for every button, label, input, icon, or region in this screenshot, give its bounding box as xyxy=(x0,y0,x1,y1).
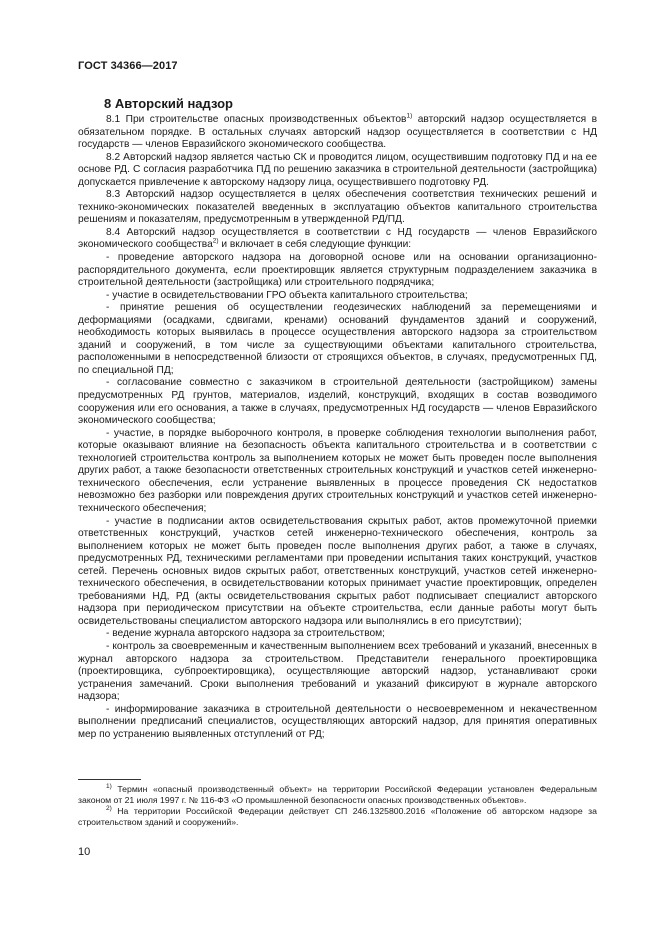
body-text xyxy=(78,114,597,741)
list-item: - проведение авторского надзора на договорной основе или на основании организационно-распорядительного документа, если проектировщик является структурным подразделением заказчика в строительной деятельности (застройщика) или строительного подрядчика; xyxy=(78,252,597,289)
list-item: - участие, в порядке выборочного контроля, в проверке соблюдения технологии выполнения работ, которые оказывают влияние на безопасность объекта капитального строительства и в соответствии с технологией строительства контроль за выполнением которых не может быть проведен после выполнения других работ, а также безопасности ответственных строительных конструкций и участков сетей инженерно-технического обеспечения, если устранение выявленных в процессе проведения СК недостатков невозможно без разборки или повреждения других строительных конструкций и участков сетей инженерно-технического обеспечения; xyxy=(78,427,597,514)
footnote: $^{1)}$ Термин «опасный производственный объект» на территории Российской Федерации установлен Федеральным законом от 21 июля 1997 г. № 116-ФЗ «О промышленной безопасности опасных производственных объектов». xyxy=(78,783,597,805)
paragraph: 8.3 Авторский надзор осуществляется в целях обеспечения соответствия технических решений и технико-экономических показателей введенных в эксплуатацию объектов капитального строительства решениям и показателям, предусмотренным в утвержденной РД/ПД. xyxy=(78,189,597,226)
section-title: 8 Авторский надзор xyxy=(104,96,233,111)
paragraph: 8.4 Авторский надзор осуществляется в соответствии с НД государств — членов Евразийского экономического сообщества$^{2)}$ и включает в себя следующие функции: xyxy=(78,226,597,251)
list-item: - ведение журнала авторского надзора за строительством; xyxy=(106,628,386,640)
paragraph: 8.2 Авторский надзор является частью СК и проводится лицом, осуществившим подготовку ПД и на ее основе РД. С согласия разработчика ПД по решению заказчика в строительной деятельности (застройщика) допускается привлечение к авторскому надзору лица, осуществившего подготовку РД. xyxy=(78,151,597,188)
list-item: - согласование совместно с заказчиком в строительной деятельности (застройщиком) замены предусмотренных РД грунтов, материалов, изделий, конструкций, входящих в состав возводимого сооружения или его основания, а также в случаях, предусмотренных НД государств — членов Евразийского экономического сообщества; xyxy=(78,377,597,427)
list-item: - участие в подписании актов освидетельствования скрытых работ, актов промежуточной приемки ответственных конструкций, участков сетей инженерно-технического обеспечения, контроль за выполнением которых не может быть проведен после выполнения других работ, а также в случаях, предусмотренных РД, техническими регламентами при проведении испытания таких конструкций, участков сетей. Перечень основных видов скрытых работ, ответственных конструкций, участков сетей инженерно-технического обеспечения, в освидетельствовании которых принимает участие проектировщик, определен требованиями НД, РД (акты освидетельствования скрытых работ подписывает специалист авторского надзора при периодическом присутствии на объекте строительства, если данные работы могут быть освидетельствованы специалистом авторского надзора или выполнялись в его присутствии); xyxy=(78,515,597,627)
list-item: - участие в освидетельствовании ГРО объекта капитального строительства; xyxy=(106,289,468,301)
footnote-ref: 1) xyxy=(406,112,413,120)
footnote: $^{2)}$ На территории Российской Федерации действует СП 246.1325800.2016 «Положение об авторском надзоре за строительством зданий и сооружений». xyxy=(78,805,597,827)
document-header: ГОСТ 34366—2017 xyxy=(78,60,178,72)
list-item: - принятие решения об осуществлении геодезических наблюдений за перемещениями и деформациями (осадками, сдвигами, кренами) оснований фундаментов зданий и сооружений, необходимость которых выявилась в процессе осуществления авторского надзора за строительством зданий и сооружений, в том числе за существующими объектами капитального строительства, расположенными в непосредственной близости от строящихся объектов, в случаях, предусмотренных ПД, по специальной ПД; xyxy=(78,302,597,376)
list-item: - информирование заказчика в строительной деятельности о несвоевременном и некачественном выполнении предписаний специалистов, осуществляющих авторский надзор, для принятия оперативных мер по устранению выявленных отступлений от РД; xyxy=(78,703,597,740)
footnotes xyxy=(78,784,597,828)
footnote-divider xyxy=(78,779,141,780)
paragraph: 8.1 При строительстве опасных производственных объектов$^{1)}$ авторский надзор осуществляется в обязательном порядке. В остальных случаях авторский надзор осуществляется в соответствии с НД государств — членов Евразийского экономического сообщества. xyxy=(78,112,598,151)
footnote-ref: 2) xyxy=(212,238,219,246)
list-item: - контроль за своевременным и качественным выполнением всех требований и указаний, внесенных в журнал авторского надзора за строительством. Представители генерального проектировщика (проектировщика, субпроектировщика), осуществляющие авторский надзор, устанавливают сроки устранения замечаний. Сроки выполнения требований и указаний фиксируют в журнале авторского надзора; xyxy=(78,640,597,703)
page-number: 10 xyxy=(78,846,91,858)
